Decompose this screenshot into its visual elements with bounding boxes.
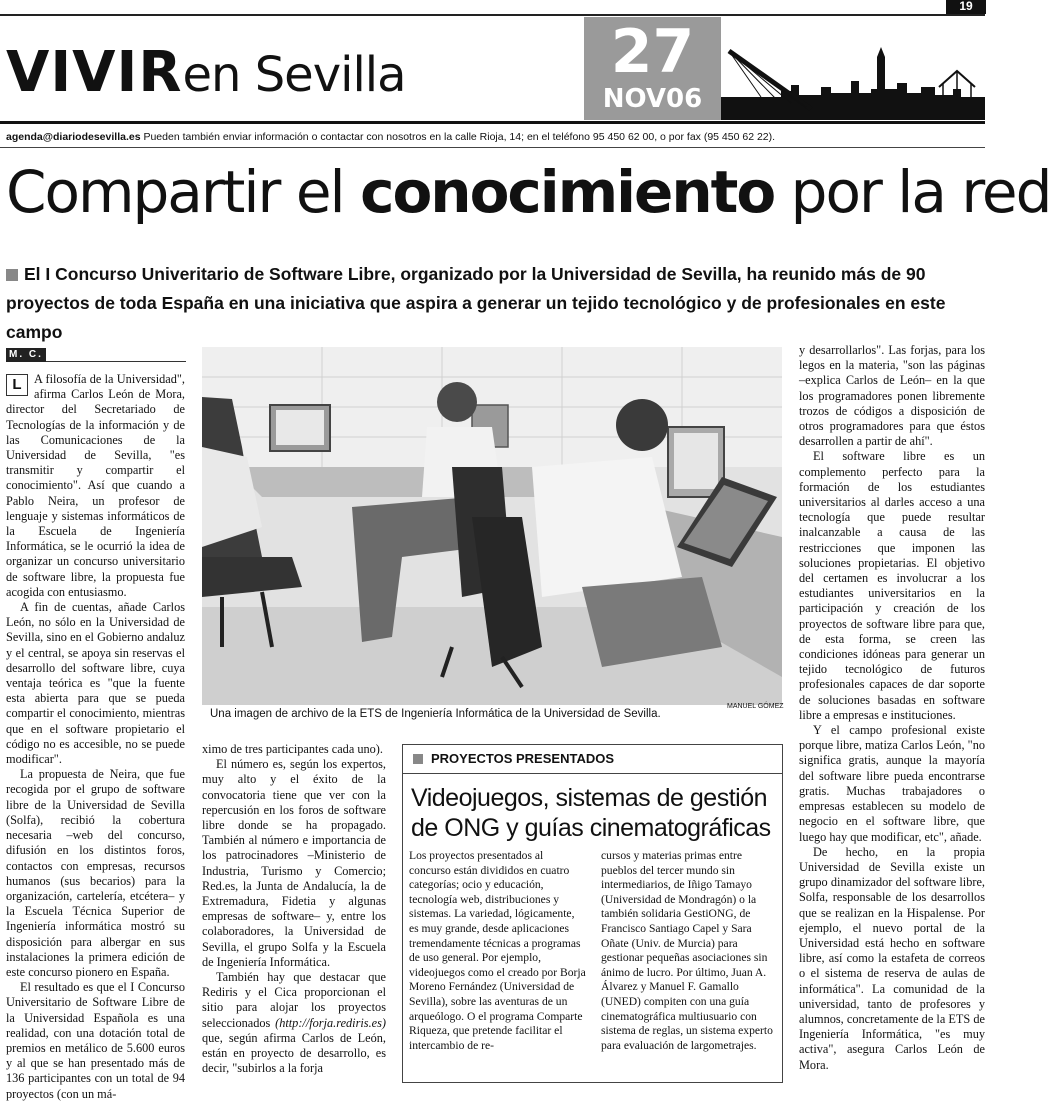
headline-part-1: Compartir el [6, 158, 361, 226]
contact-rule [0, 147, 985, 148]
paragraph: ximo de tres participantes cada uno). [202, 742, 383, 756]
byline-rule [46, 361, 186, 362]
section-title-bold: VIVIR [6, 40, 183, 105]
article-photo [202, 347, 782, 705]
body-column-1 [6, 372, 185, 1102]
sidebar-title: Videojuegos, sistemas de gestión de ONG y guías cinematográficas [411, 784, 771, 842]
paragraph: El número es, según los expertos, muy alto y el éxito de la convocatoria tiene que ver con la repercusión en los foros de software libre donde se ha propagado. También al número e importancia de los patrocinadores –Ministerio de Industria, Turismo y Comercio; Red.es, la Junta de Andalucía, la de Extremadura, Fidetia y algunas empresas de software– y, entre los colaboradores, la Universidad de Sevilla, el grupo Solfa y la Escuela de Ingeniería Informática. [202, 757, 386, 969]
projects-sidebar-box [402, 744, 783, 1083]
photo-caption: Una imagen de archivo de la ETS de Ingeniería Informática de la Universidad de Sevilla. [210, 708, 661, 720]
sevilla-skyline-icon [721, 17, 985, 120]
paragraph: También hay que destacar que Rediris y el Cica proporcionan el sitio para alojar los proyectos seleccionados (http://forja.rediris.es) que, según afirma Carlos de León, están en proyecto de desarrollo, es decir, "subirlos a la forja [202, 970, 386, 1076]
top-rule [0, 14, 985, 16]
sidebar-label: PROYECTOS PRESENTADOS [403, 745, 782, 774]
header-rule [0, 121, 985, 124]
byline: M. C. [6, 348, 46, 362]
body-column-2 [202, 742, 386, 1076]
square-bullet-icon [6, 269, 18, 281]
deck-text: El I Concurso Univeritario de Software Libre, organizado por la Universidad de Sevilla, ha reunido más de 90 proyectos de toda España en una iniciativa que aspira a generar un tejido tecnológico y de profesionales en este campo [6, 264, 946, 342]
headline-part-3: por la red [774, 158, 1050, 226]
date-day: 27 [610, 17, 695, 87]
square-bullet-icon [413, 754, 423, 764]
contact-text: Pueden también enviar información o contactar con nosotros en la calle Rioja, 14; en el teléfono 95 450 62 00, o por fax (95 450 62 22). [143, 131, 776, 143]
paragraph: La propuesta de Neira, que fue recogida por el grupo de software libre de la Universidad de Sevilla (Solfa), recibió la cobertura necesaria –web del concurso, difusión en los distintos foros, contactos con empresas, recursos humanos (sus becarios) para la organización, cartelería, etcétera– y la Escuela Técnica Superior de Ingeniería informática mostró su disposición para albergar en sus instalaciones la primera edición de este concurso pionero en España. [6, 767, 185, 979]
paragraph: Y el campo profesional existe porque libre, matiza Carlos León, "no significa gratis, aunque la mayoría del software libre pueda encontrarse gratis. Muchas trabajadores o empresas establecen su modelo de negocio en el software libre, que luego hay que modificar, etc", añade. [799, 723, 985, 844]
deck [6, 260, 986, 347]
paragraph: y desarrollarlos". Las forjas, para los legos en la materia, "son las páginas –explica Carlos de León– en la que los programadores ponen libremente trozos de códigos a disposición de otros programadores para que éstos desarrollen a partir de ahí". [799, 343, 985, 449]
body-column-4 [799, 343, 985, 1073]
drop-cap: L [6, 374, 28, 396]
sidebar-column-2: cursos y materias primas entre pueblos del tercer mundo sin intermediarios, de Iñigo Tamayo (Universidad de Mondragón) o la también solidaria GestiONG, de Francisco Santiago Capel y Sara Oñate (Univ. de Murcia) para gestionar pequeñas asociaciones sin ánimo de lucro. Por último, Juan A. Álvarez y Manuel F. Gamallo (UNED) compiten con una guía cinematográfica multiusuario con sistema de reglas, un sistema experto para evaluación de largometrajes. [601, 849, 773, 1052]
section-title [6, 40, 406, 105]
paragraph: L A filosofía de la Universidad", afirma Carlos León de Mora, director del Secretariado de Tecnologías de la información y de las Comunicaciones de la Universidad de Sevilla, "es transmitir y compartir el conocimiento". Así que cuando a Pablo Neira, un profesor de lenguaje y sistemas informáticos de la Escuela de Ingeniería Informática, se le ocurrió la idea de organizar un concurso universitario de software libre, la propuesta fue acogida con entusiasmo. [6, 372, 185, 599]
sidebar-column-1: Los proyectos presentados al concurso están divididos en cuatro categorías; ocio y educación, tecnología web, distribuciones y sistemas. La variedad, lógicamente, es muy grande, desde aplicaciones tremendamente técnicas a programas de uso general. Por ejemplo, videojuegos como el creado por Borja Moreno Fernández (Universidad de Sevilla), sobre las aventuras de un arqueólogo. O el programa Comparte Riqueza, que pretende facilitar el intercambio de re- [409, 849, 586, 1052]
paragraph: El resultado es que el I Concurso Universitario de Software Libre de la Universidad Española es una realidad, con una dotación total de premios en metálico de 5.600 euros y al que se han presentado más de 136 participantes con un total de 94 proyectos (con un má- [6, 980, 185, 1101]
date-box [584, 17, 721, 120]
paragraph: De hecho, en la propia Universidad de Sevilla existe un grupo dinamizador del software libre, Solfa, responsable de los desarrollos que se realizan en la Hispalense. Por ejemplo, el nuevo portal de la Universidad está hecho en software libre, así como la estafeta de correos o el sistema de reserva de aulas de informática". La comunidad de la universidad, tanto de profesores y alumnos, concretamente de la ETS de Ingeniería Informática, "es muy activa", asegura Carlos León de Mora. [799, 844, 985, 1072]
photo-credit: MANUEL GÓMEZ [727, 703, 784, 710]
paragraph: A fin de cuentas, añade Carlos León, no sólo en la Universidad de Sevilla, sino en el Gobierno andaluz y el central, se apoya sin reservas el desarrollo del software libre, cuya ventaja teórica es "que la fuente esta abierta para que se pueda compartir el conocimiento, mientras que en el software propietario el código no es accesible, no se puede modificar". [6, 600, 185, 767]
contact-line [6, 131, 986, 143]
contact-email[interactable]: agenda@diariodesevilla.es [6, 131, 141, 143]
page-number: 19 [946, 0, 986, 14]
section-title-rest: en Sevilla [182, 47, 406, 103]
project-link[interactable]: (http://forja.rediris.es) [275, 1015, 386, 1030]
headline [6, 158, 1050, 226]
date-month: NOV06 [602, 84, 703, 114]
paragraph: El software libre es un complemento perfecto para la formación de los estudiantes universitarios al darles acceso a una tecnología que puede resultar inalcanzable a causa de las restricciones que imponen las soluciones propietarias. El objetivo del certamen es involucrar a los estudiantes universitarios en la participación y creación de los proyectos de software libre para que, de esta forma, se creen las condiciones idóneas para generar un tejido tecnológico de futuros profesionales capaces de dar soporte de soluciones basadas en software libre a empresas e instituciones. [799, 449, 985, 722]
headline-part-bold: conocimiento [360, 158, 775, 226]
